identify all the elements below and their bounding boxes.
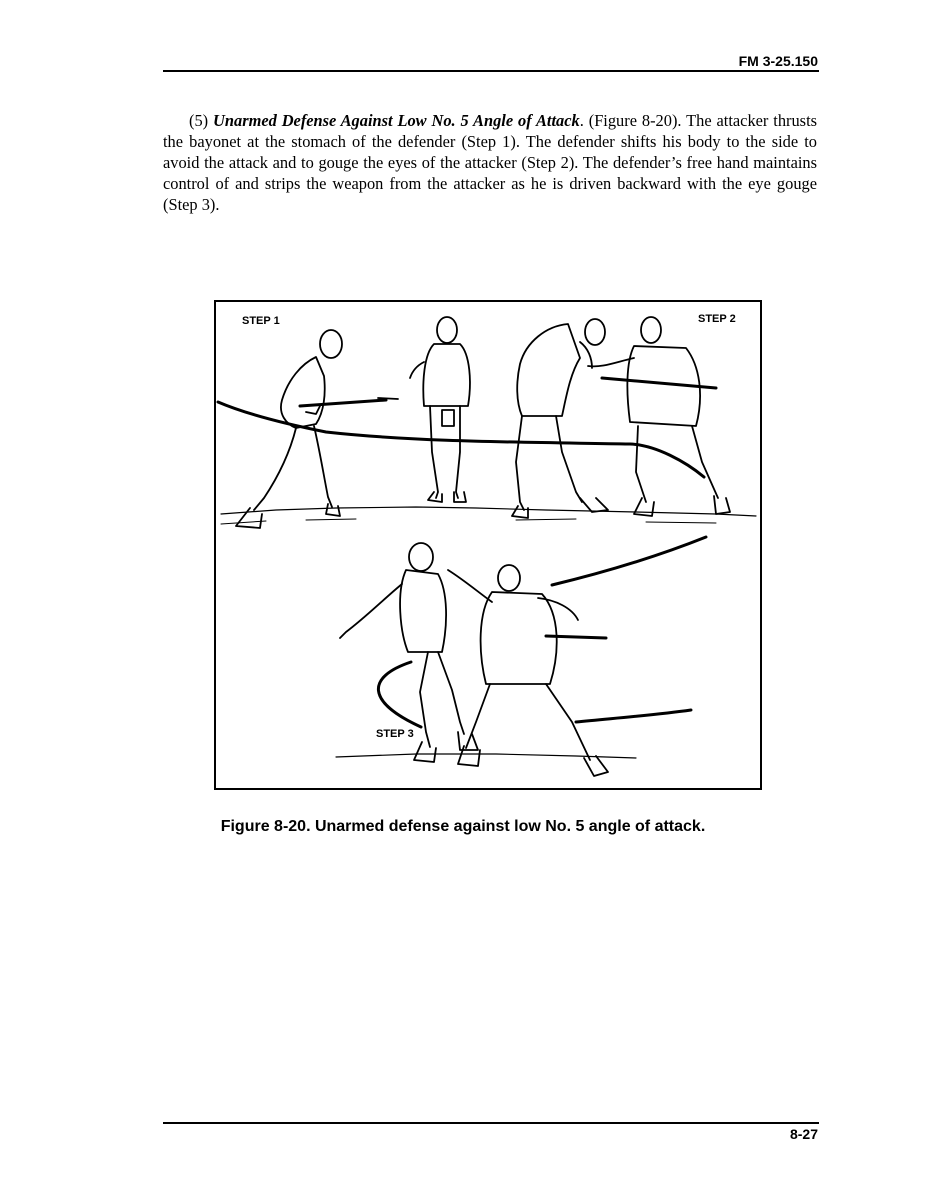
- figure-caption: Figure 8-20. Unarmed defense against low No. 5 angle of attack.: [220, 818, 706, 835]
- manual-id: FM 3-25.150: [738, 53, 818, 69]
- figure-drawing: [216, 302, 762, 790]
- footer-rule: [163, 1122, 819, 1124]
- step-3-label: STEP 3: [376, 728, 414, 740]
- paragraph-text: . (Figure 8-20). The attacker thrusts the bayonet at the stomach of the defender (Step 1). The defender shifts his body to the side to avoid the attack and to gouge the eyes of the attacker (Step 2). The defender’s free hand maintains control of and strips the weapon from the attacker as he is driven backward with the eye gouge (Step 3).: [163, 111, 817, 214]
- paragraph-number: (5): [189, 111, 209, 130]
- body-paragraph: [163, 110, 817, 215]
- figure-illustration: [214, 300, 762, 790]
- header-rule: [163, 70, 819, 72]
- paragraph-title: Unarmed Defense Against Low No. 5 Angle of Attack: [213, 111, 580, 130]
- step-1-label: STEP 1: [242, 315, 280, 327]
- page-number: 8-27: [789, 1126, 818, 1142]
- step-2-label: STEP 2: [698, 313, 736, 325]
